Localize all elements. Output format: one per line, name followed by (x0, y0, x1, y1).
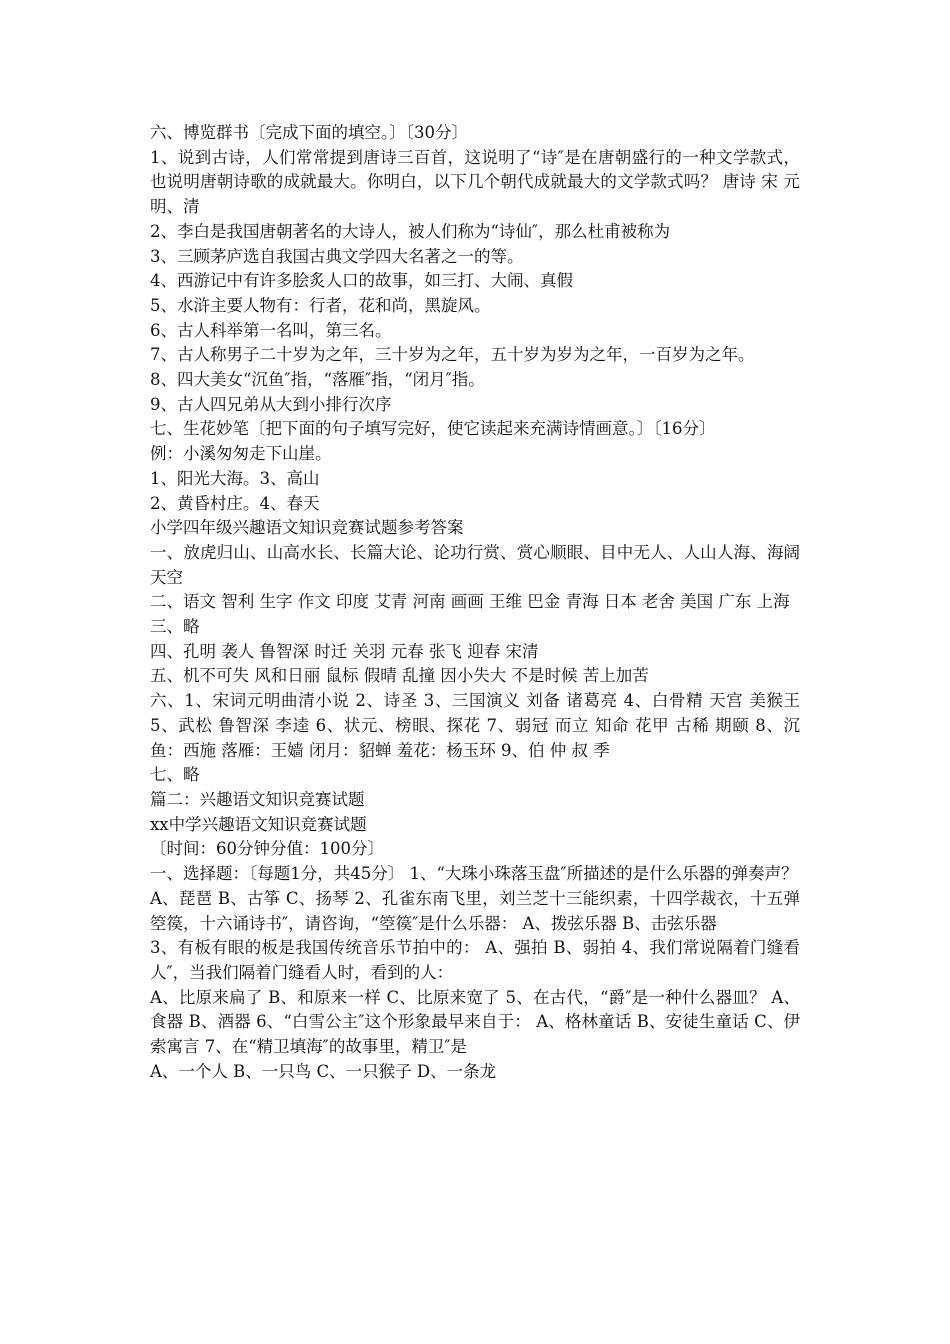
answer-paragraph: 四、孔明 袭人 鲁智深 时迁 关羽 元春 张飞 迎春 宋清 (150, 641, 539, 661)
question-paragraph: 1、说到古诗，人们常常提到唐诗三百首，这说明了“诗″是在唐朝盛行的一种文学款式，也说明唐朝诗歌的成就最大。你明白，以下几个朝代成就最大的文学款式吗？ 唐诗 宋 元 明、清 (150, 147, 800, 217)
question-paragraph: 1、阳光大海。3、高山 (150, 468, 320, 488)
answer-paragraph: 二、语文 智利 生字 作文 印度 艾青 河南 画画 王维 巴金 青海 日本 老舍 美国 广东 上海 (150, 592, 790, 612)
answer-key-title: 小学四年级兴趣语文知识竞赛试题参考答案 (150, 518, 464, 538)
question-paragraph: 4、西游记中有许多脍炙人口的故事，如三打、大闹、真假 (150, 271, 573, 291)
question-paragraph: 一、选择题：〔每题1分，共45分〕 1、“大珠小珠落玉盘″所描述的是什么乐器的弹奏声？ (150, 864, 798, 884)
question-paragraph: 8、四大美女“沉鱼″指，“落雁″指，“闭月″指。 (150, 370, 485, 390)
question-paragraph: A、琵琶 B、古筝 C、扬琴 2、孔雀东南飞里，刘兰芝十三能织素，十四学裁衣，十五弹箜篌，十六诵诗书″，请咨询，“箜篌″是什么乐器： A、拨弦乐器 B、击弦乐器 (150, 888, 800, 933)
example-paragraph: 例：小溪匆匆走下山崖。 (150, 444, 332, 464)
chapter-title: 篇二：兴趣语文知识竞赛试题 (150, 789, 365, 809)
question-paragraph: 6、古人科举第一名叫，第三名。 (150, 320, 392, 340)
answer-paragraph: 六、1、宋词元明曲清小说 2、诗圣 3、三国演义 刘备 诸葛亮 4、白骨精 天宫 美猴王 5、武松 鲁智深 李逵 6、状元、榜眼、探花 7、弱冠 而立 知命 花甲 古稀 期颐 8、沉鱼：西施 落雁：王嫱 闭月：貂蝉 羞花：杨玉环 9、伯 仲 叔 季 (150, 691, 800, 760)
question-paragraph: 5、水浒主要人物有：行者，花和尚，黑旋风。 (150, 295, 491, 315)
question-paragraph: 2、黄昏村庄。4、春天 (150, 493, 320, 513)
question-paragraph: 2、李白是我国唐朝著名的大诗人，被人们称为“诗仙″，那么杜甫被称为 (150, 221, 671, 241)
question-paragraph: 7、古人称男子二十岁为之年，三十岁为之年，五十岁为岁为之年，一百岁为之年。 (150, 345, 755, 365)
answer-paragraph: 七、略 (150, 765, 200, 785)
section-heading-6: 六、博览群书〔完成下面的填空。〕〔30分〕 (150, 123, 468, 142)
section-heading-7: 七、生花妙笔〔把下面的句子填写完好，使它读起来充满诗情画意。〕〔16分〕 (150, 419, 716, 439)
question-paragraph: 3、有板有眼的板是我国传统音乐节拍中的： A、强拍 B、弱拍 4、我们常说隔着门缝看人″，当我们隔着门缝看人时，看到的人： (150, 938, 800, 982)
question-paragraph: 9、古人四兄弟从大到小排行次序 (150, 394, 392, 414)
question-paragraph: 3、三顾茅庐选自我国古典文学四大名著之一的等。 (150, 246, 524, 266)
document-body (150, 121, 800, 1084)
exam-title: xx中学兴趣语文知识竞赛试题 (150, 814, 367, 834)
question-paragraph: A、一个人 B、一只鸟 C、一只猴子 D、一条龙 (150, 1061, 497, 1081)
answer-paragraph: 一、放虎归山、山高水长、长篇大论、论功行赏、赏心顺眼、目中无人、人山人海、海阔天空 (150, 542, 800, 587)
exam-meta: 〔时间：60分钟分值：100分〕 (150, 839, 384, 859)
answer-paragraph: 五、机不可失 风和日丽 鼠标 假晴 乱撞 因小失大 不是时候 苦上加苦 (150, 666, 649, 686)
answer-paragraph: 三、略 (150, 617, 200, 637)
question-paragraph: A、比原来扁了 B、和原来一样 C、比原来宽了 5、在古代，“爵″是一种什么器皿？ A、食器 B、酒器 6、“白雪公主″这个形象最早来自于： A、格林童话 B、安徒生童话 C、伊索寓言 7、在“精卫填海″的故事里，精卫″是 (150, 987, 800, 1057)
